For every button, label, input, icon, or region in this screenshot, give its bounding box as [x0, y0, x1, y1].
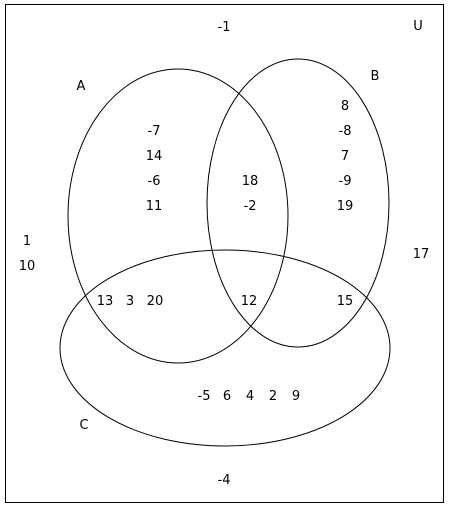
b-only-value: 8: [340, 99, 350, 114]
b-and-c-value: 15: [336, 294, 354, 309]
a-and-c-value: 3: [125, 294, 135, 309]
set-a-label: A: [76, 79, 86, 94]
set-c-label: C: [79, 418, 89, 433]
outside-bottom-value: -4: [217, 473, 231, 488]
outside-right-value: 17: [412, 247, 430, 262]
a-and-b-value: 18: [241, 174, 259, 189]
a-and-c-value: 20: [146, 294, 164, 309]
b-only-value: -9: [338, 174, 352, 189]
a-only-value: 11: [145, 199, 163, 214]
b-only-value: -8: [338, 124, 352, 139]
outside-left-value: 10: [18, 259, 36, 274]
outside-left-value: 1: [22, 234, 32, 249]
universe-label: U: [413, 19, 423, 34]
a-b-c-value: 12: [240, 294, 258, 309]
a-and-c-value: 13: [96, 294, 114, 309]
a-only-value: 14: [145, 149, 163, 164]
set-c-ellipse: [60, 250, 390, 446]
a-only-value: -6: [147, 174, 161, 189]
b-only-value: 19: [336, 199, 354, 214]
outside-top-value: -1: [217, 20, 231, 35]
c-only-value: -5: [197, 389, 211, 404]
set-b-ellipse: [207, 59, 389, 347]
c-only-value: 6: [222, 389, 232, 404]
set-a-ellipse: [68, 69, 288, 363]
c-only-value: 9: [291, 389, 301, 404]
c-only-value: 4: [245, 389, 255, 404]
a-and-b-value: -2: [243, 199, 257, 214]
a-only-value: -7: [147, 124, 161, 139]
c-only-value: 2: [268, 389, 278, 404]
set-b-label: B: [370, 69, 380, 84]
b-only-value: 7: [340, 149, 350, 164]
